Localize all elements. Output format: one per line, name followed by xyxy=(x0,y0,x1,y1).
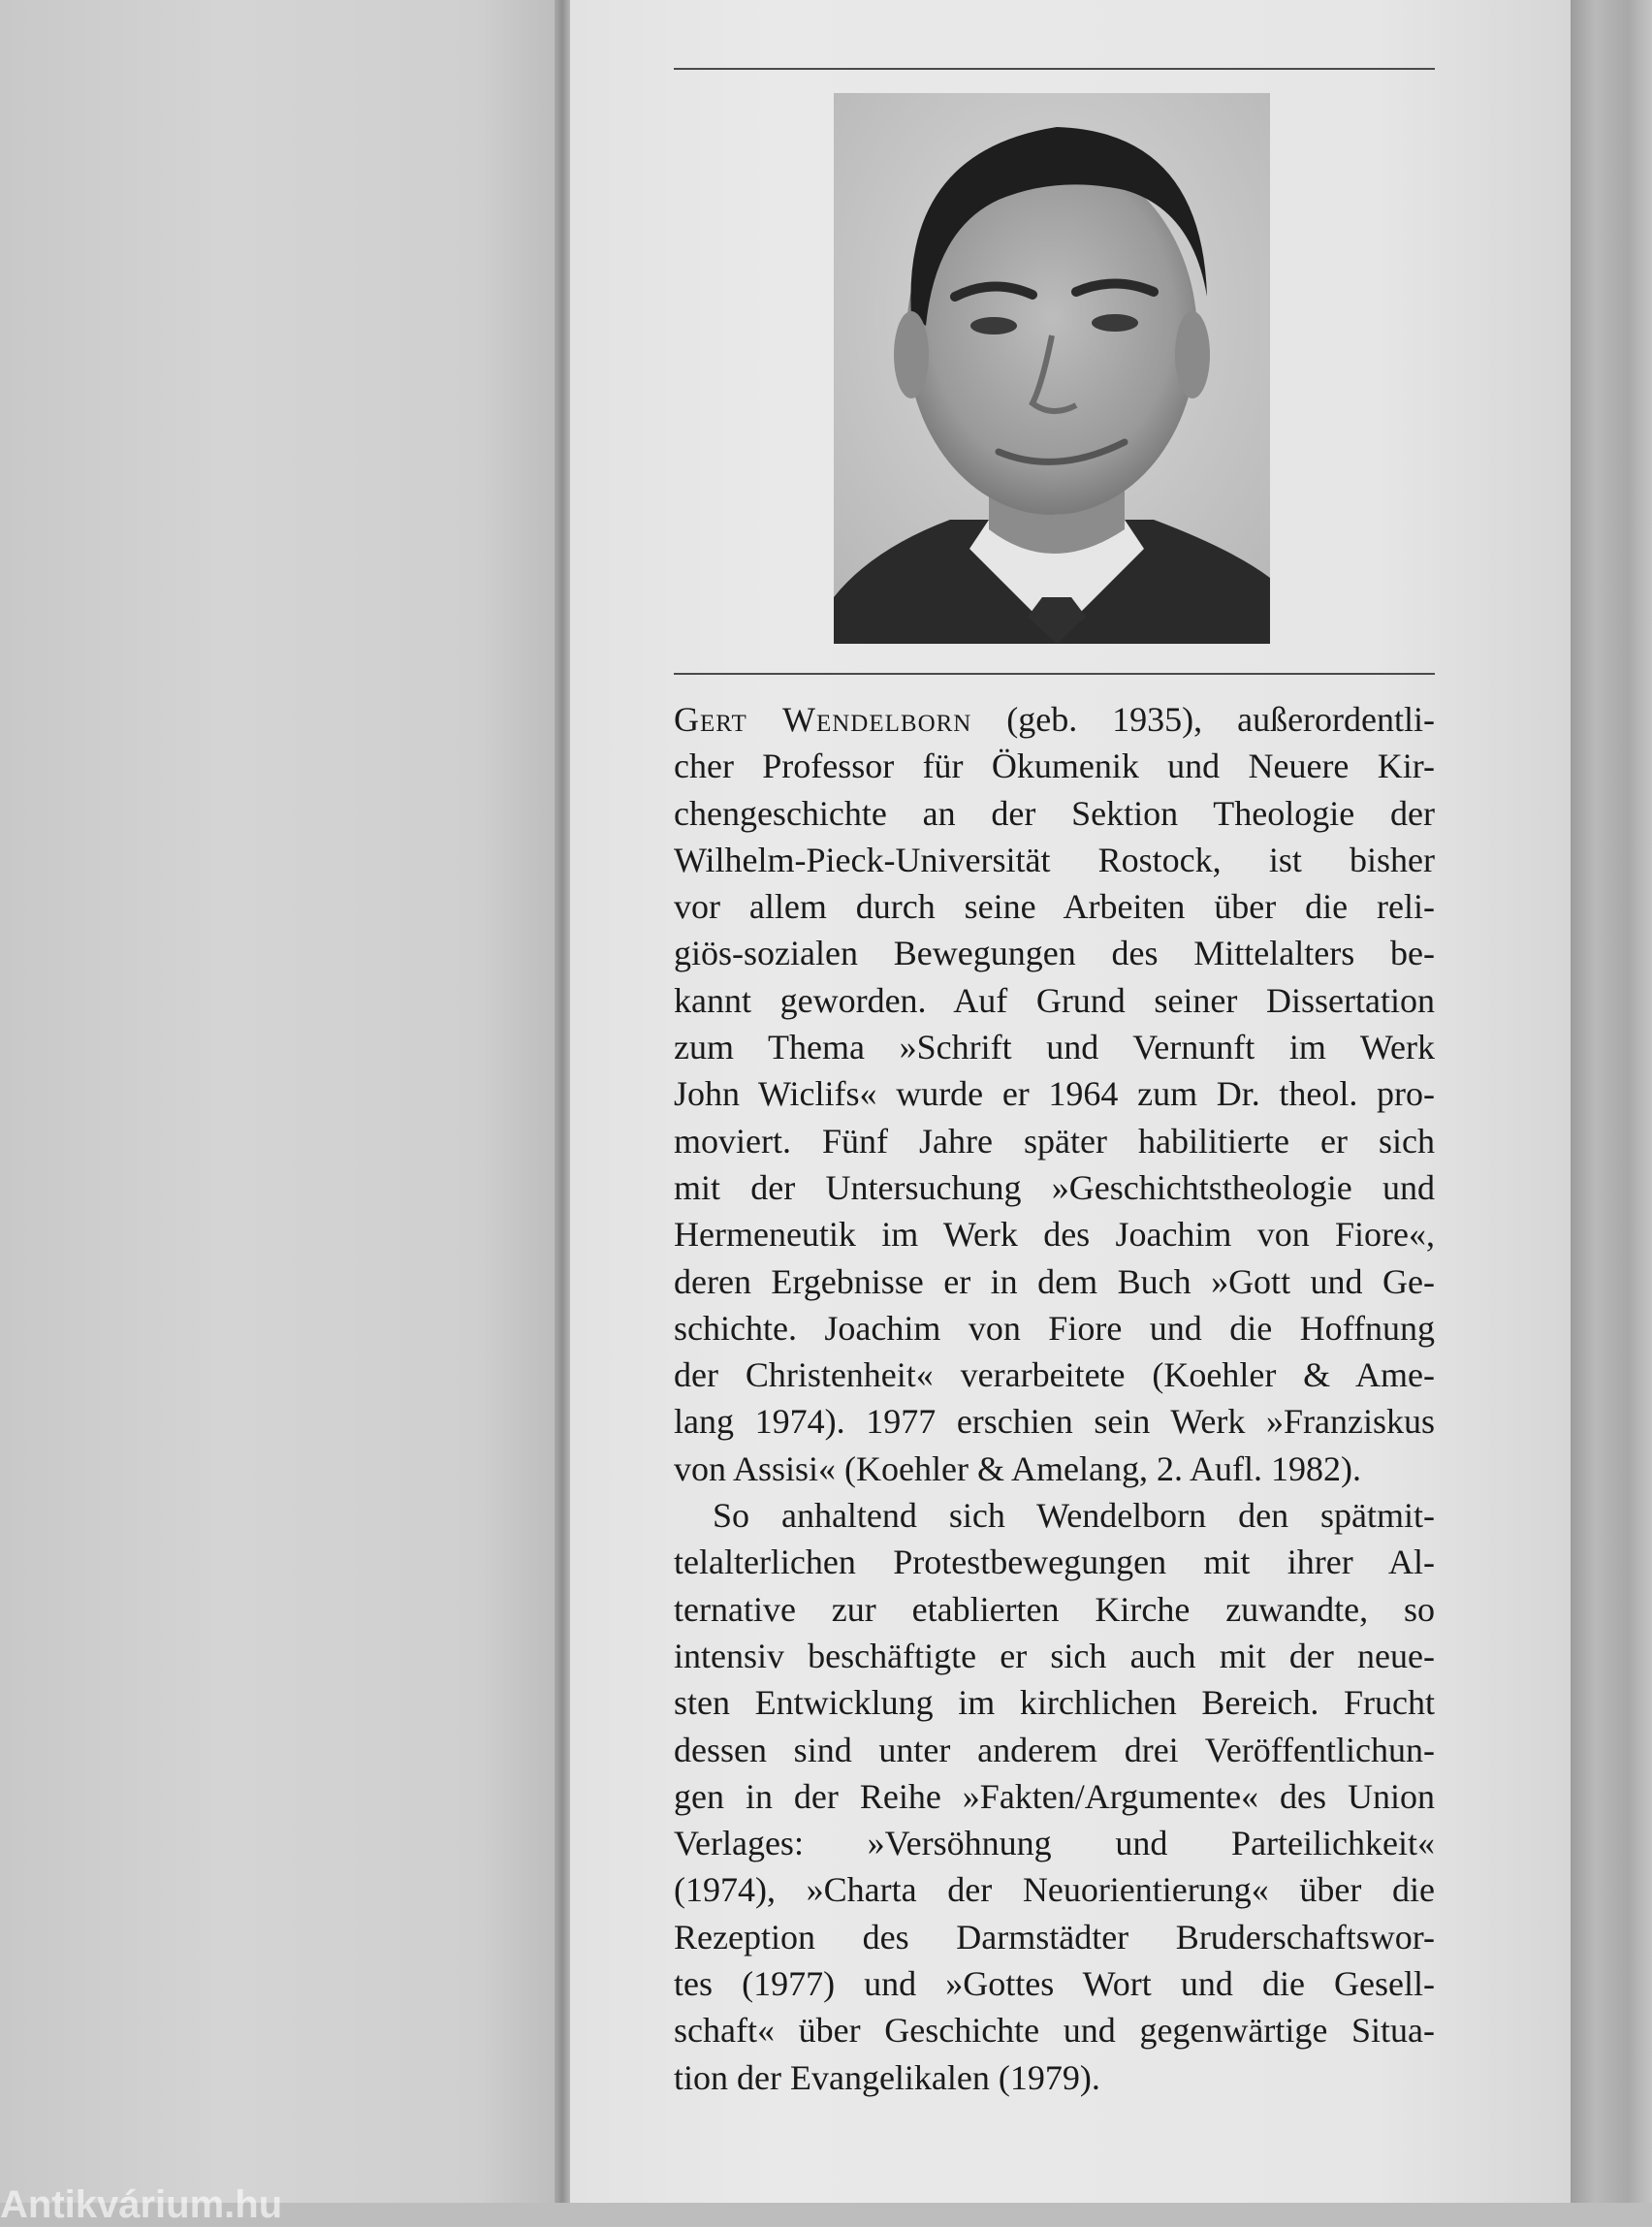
author-name: Gert Wendelborn xyxy=(674,700,972,739)
bio-line: kannt geworden. Auf Grund seiner Dissertation xyxy=(674,980,1435,1020)
bio-line: Wilhelm-Pieck-Universität Rostock, ist bisher xyxy=(674,840,1435,879)
bio-line: John Wiclifs« wurde er 1964 zum Dr. theol. pro- xyxy=(674,1074,1435,1114)
bio-line: giös-sozialen Bewegungen des Mittelalters be- xyxy=(674,934,1435,973)
bio-line: moviert. Fünf Jahre später habilitierte er sich xyxy=(674,1121,1435,1161)
bio-line: Gert Wendelborn (geb. 1935), außerordentli- xyxy=(674,700,1435,739)
bio-line: zum Thema »Schrift und Vernunft im Werk xyxy=(674,1028,1435,1067)
bio-line: gen in der Reihe »Fakten/Argumente« des Union xyxy=(674,1776,1435,1816)
bio-line: sten Entwicklung im kirchlichen Bereich. Frucht xyxy=(674,1683,1435,1723)
bio-line: vor allem durch seine Arbeiten über die reli- xyxy=(674,887,1435,927)
bio-line: deren Ergebnisse er in dem Buch »Gott und Ge- xyxy=(674,1261,1435,1301)
bio-line: tes (1977) und »Gottes Wort und die Gesell- xyxy=(674,1964,1435,2004)
bio-line: mit der Untersuchung »Geschichtstheologie und xyxy=(674,1167,1435,1207)
bio-line: chengeschichte an der Sektion Theologie der xyxy=(674,793,1435,833)
bio-line: lang 1974). 1977 erschien sein Werk »Franziskus xyxy=(674,1402,1435,1442)
left-page xyxy=(0,0,560,2203)
middle-rule xyxy=(674,673,1435,675)
bio-line: Rezeption des Darmstädter Bruderschaftswor- xyxy=(674,1917,1435,1957)
bio-line: Hermeneutik im Werk des Joachim von Fiore«, xyxy=(674,1215,1435,1255)
bio-line: dessen sind unter anderem drei Veröffentlichun- xyxy=(674,1730,1435,1769)
bio-line: von Assisi« (Koehler & Amelang, 2. Aufl. 1982). xyxy=(674,1448,1361,1488)
book-gutter xyxy=(555,0,570,2203)
bio-line: schichte. Joachim von Fiore und die Hoffnung xyxy=(674,1308,1435,1348)
bio-line: Verlages: »Versöhnung und Parteilichkeit« xyxy=(674,1824,1435,1863)
bio-paragraph-1 xyxy=(674,696,1435,1492)
page-edge xyxy=(1571,0,1652,2203)
bio-line: telalterlichen Protestbewegungen mit ihrer Al- xyxy=(674,1543,1435,1582)
bio-line: der Christenheit« verarbeitete (Koehler & Ame- xyxy=(674,1355,1435,1395)
author-biography xyxy=(674,696,1435,2101)
author-portrait-photo xyxy=(834,93,1270,644)
bio-paragraph-2 xyxy=(674,1492,1435,2101)
bio-line: (1974), »Charta der Neuorientierung« über die xyxy=(674,1870,1435,1910)
top-rule xyxy=(674,68,1435,70)
bio-line: So anhaltend sich Wendelborn den spätmit- xyxy=(713,1496,1435,1536)
watermark: Antikvárium.hu xyxy=(0,2183,283,2226)
bio-line: ternative zur etablierten Kirche zuwandte, so xyxy=(674,1589,1435,1629)
bio-line: intensiv beschäftigte er sich auch mit der neue- xyxy=(674,1636,1435,1675)
bio-line: cher Professor für Ökumenik und Neuere Kir- xyxy=(674,747,1435,786)
portrait-image xyxy=(834,93,1270,644)
bio-line: tion der Evangelikalen (1979). xyxy=(674,2057,1100,2097)
bio-line: schaft« über Geschichte und gegenwärtige Situa- xyxy=(674,2011,1435,2051)
